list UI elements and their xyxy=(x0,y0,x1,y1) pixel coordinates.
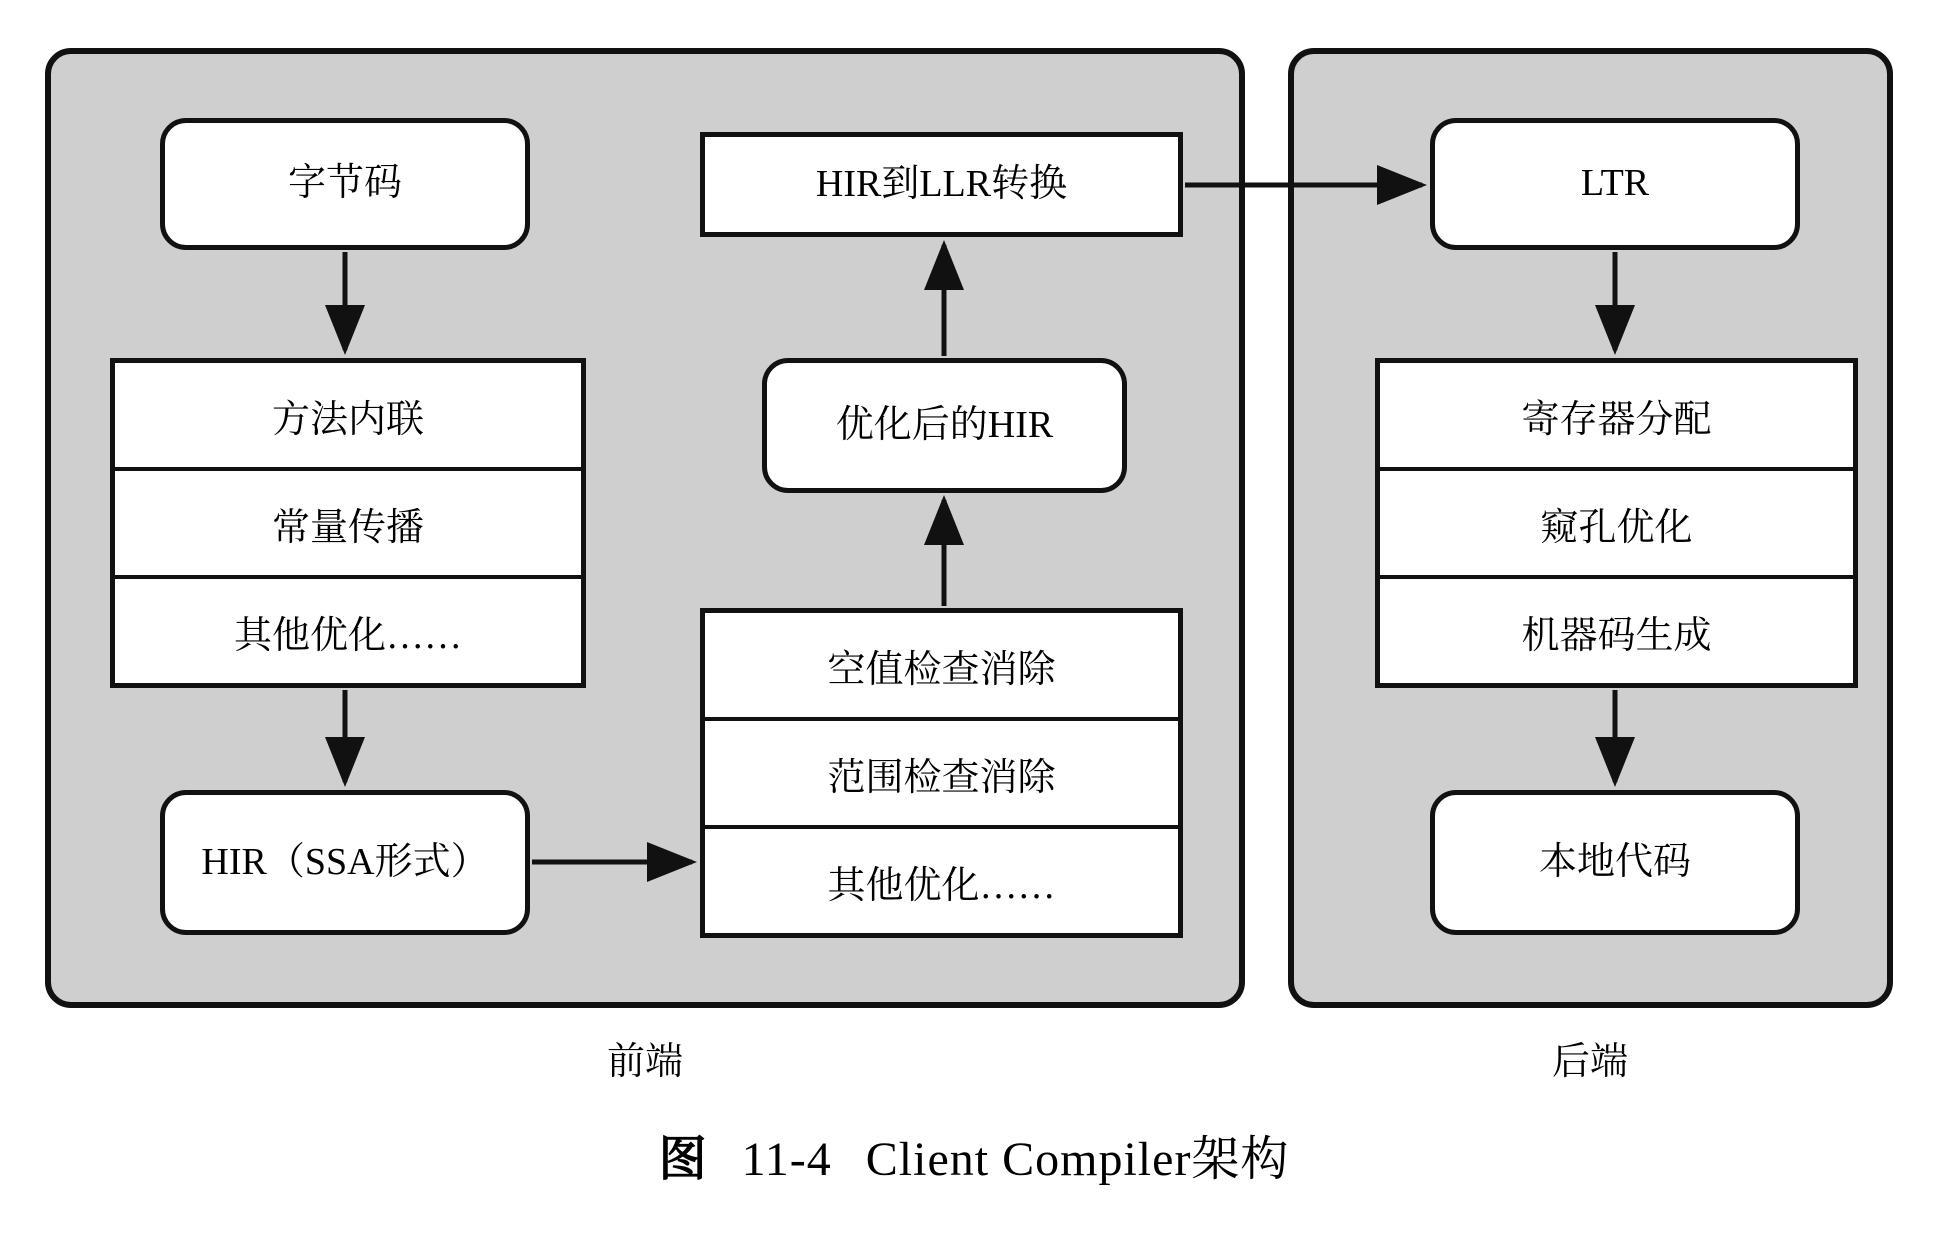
node-hir-to-llr: HIR到LLR转换 xyxy=(700,132,1183,237)
label-frontend: 前端 xyxy=(606,1041,683,1083)
stack-cell-constant-propagation: 常量传播 xyxy=(115,471,581,579)
node-native-code: 本地代码 xyxy=(1430,790,1800,935)
stack-cell-peephole-optimization: 窥孔优化 xyxy=(1380,471,1853,579)
stack-cell-null-check-elimination: 空值检查消除 xyxy=(705,613,1178,721)
stack-cell-method-inlining: 方法内联 xyxy=(115,363,581,471)
node-ltr: LTR xyxy=(1430,118,1800,250)
stack-cell-range-check-elimination: 范围检查消除 xyxy=(705,721,1178,829)
node-bytecode: 字节码 xyxy=(160,118,530,250)
stack-cell-register-allocation: 寄存器分配 xyxy=(1380,363,1853,471)
caption-label: 图 xyxy=(658,1133,708,1186)
caption-number: 11-4 xyxy=(741,1133,832,1186)
node-hir-ssa: HIR（SSA形式） xyxy=(160,790,530,935)
stack-cell-other-optimizations-hir: 其他优化…… xyxy=(827,864,1056,907)
caption-title: Client Compiler架构 xyxy=(865,1133,1290,1186)
label-backend: 后端 xyxy=(1551,1041,1628,1083)
stack-cell-machine-code-generation: 机器码生成 xyxy=(1521,614,1712,657)
figure-caption xyxy=(0,1120,1948,1189)
node-optimized-hir: 优化后的HIR xyxy=(762,358,1127,493)
stack-cell-other-optimizations: 其他优化…… xyxy=(233,614,462,657)
